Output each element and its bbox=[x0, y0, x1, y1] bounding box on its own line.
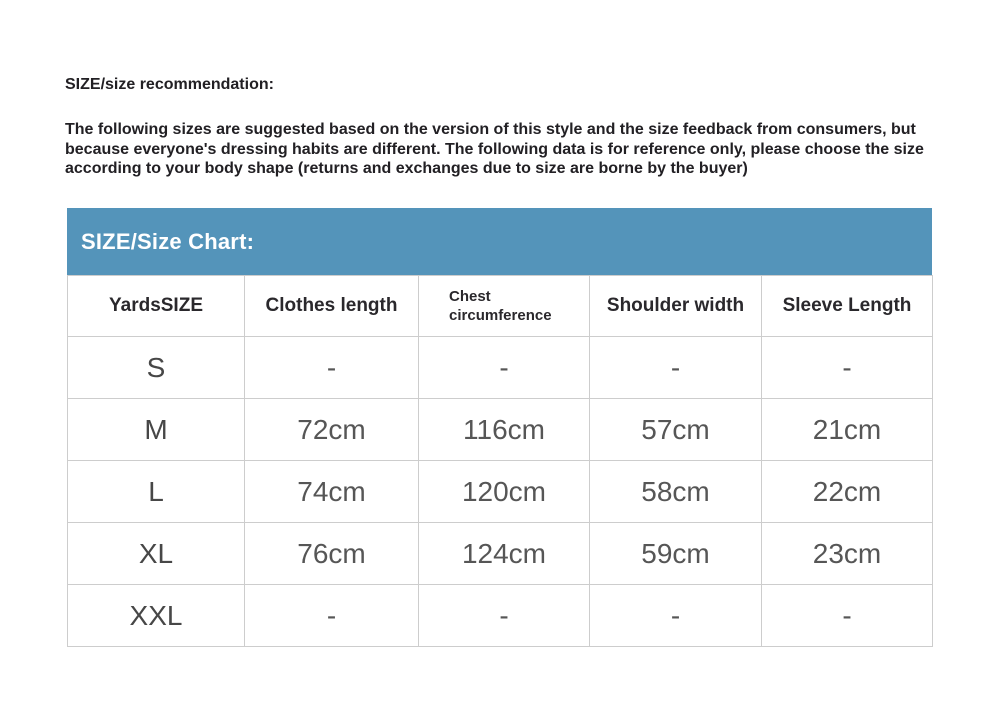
value-cell: 58cm bbox=[590, 461, 762, 523]
size-cell: L bbox=[68, 461, 245, 523]
column-header-chest-circumference-label: Chest circumference bbox=[449, 288, 552, 324]
value-cell: 57cm bbox=[590, 399, 762, 461]
size-recommendation-text: The following sizes are suggested based on the version of this style and the size feedback from consumers, but because everyone's dressing habits are different. The following data is for reference only, please choose the size according to your body shape (returns and exchanges due to size are borne by the buyer) bbox=[65, 121, 924, 177]
value-cell: - bbox=[590, 337, 762, 399]
table-row-s bbox=[68, 337, 933, 399]
value-cell: 21cm bbox=[762, 399, 933, 461]
size-chart-title: SIZE/Size Chart: bbox=[81, 228, 255, 254]
value-cell: - bbox=[762, 337, 933, 399]
size-cell: XXL bbox=[68, 585, 245, 647]
column-header-yards-size: YardsSIZE bbox=[68, 276, 245, 337]
column-header-sleeve-length: Sleeve Length bbox=[762, 276, 933, 337]
table-row-m bbox=[68, 399, 933, 461]
value-cell: 22cm bbox=[762, 461, 933, 523]
value-cell: - bbox=[590, 585, 762, 647]
column-header-clothes-length: Clothes length bbox=[245, 276, 419, 337]
value-cell: - bbox=[419, 337, 590, 399]
table-header-row bbox=[68, 276, 933, 337]
column-header-chest-circumference bbox=[419, 276, 590, 337]
value-cell: 124cm bbox=[419, 523, 590, 585]
size-chart-table bbox=[67, 275, 933, 647]
size-recommendation-heading: SIZE/size recommendation: bbox=[65, 76, 274, 93]
value-cell: 116cm bbox=[419, 399, 590, 461]
value-cell: 74cm bbox=[245, 461, 419, 523]
value-cell: - bbox=[245, 585, 419, 647]
value-cell: 72cm bbox=[245, 399, 419, 461]
size-cell: M bbox=[68, 399, 245, 461]
size-cell: XL bbox=[68, 523, 245, 585]
column-header-shoulder-width: Shoulder width bbox=[590, 276, 762, 337]
value-cell: - bbox=[419, 585, 590, 647]
size-cell: S bbox=[68, 337, 245, 399]
value-cell: - bbox=[762, 585, 933, 647]
table-row-xl bbox=[68, 523, 933, 585]
size-chart-header-bar bbox=[67, 208, 932, 275]
table-row-l bbox=[68, 461, 933, 523]
value-cell: 120cm bbox=[419, 461, 590, 523]
table-row-xxl bbox=[68, 585, 933, 647]
value-cell: 23cm bbox=[762, 523, 933, 585]
value-cell: - bbox=[245, 337, 419, 399]
value-cell: 76cm bbox=[245, 523, 419, 585]
value-cell: 59cm bbox=[590, 523, 762, 585]
